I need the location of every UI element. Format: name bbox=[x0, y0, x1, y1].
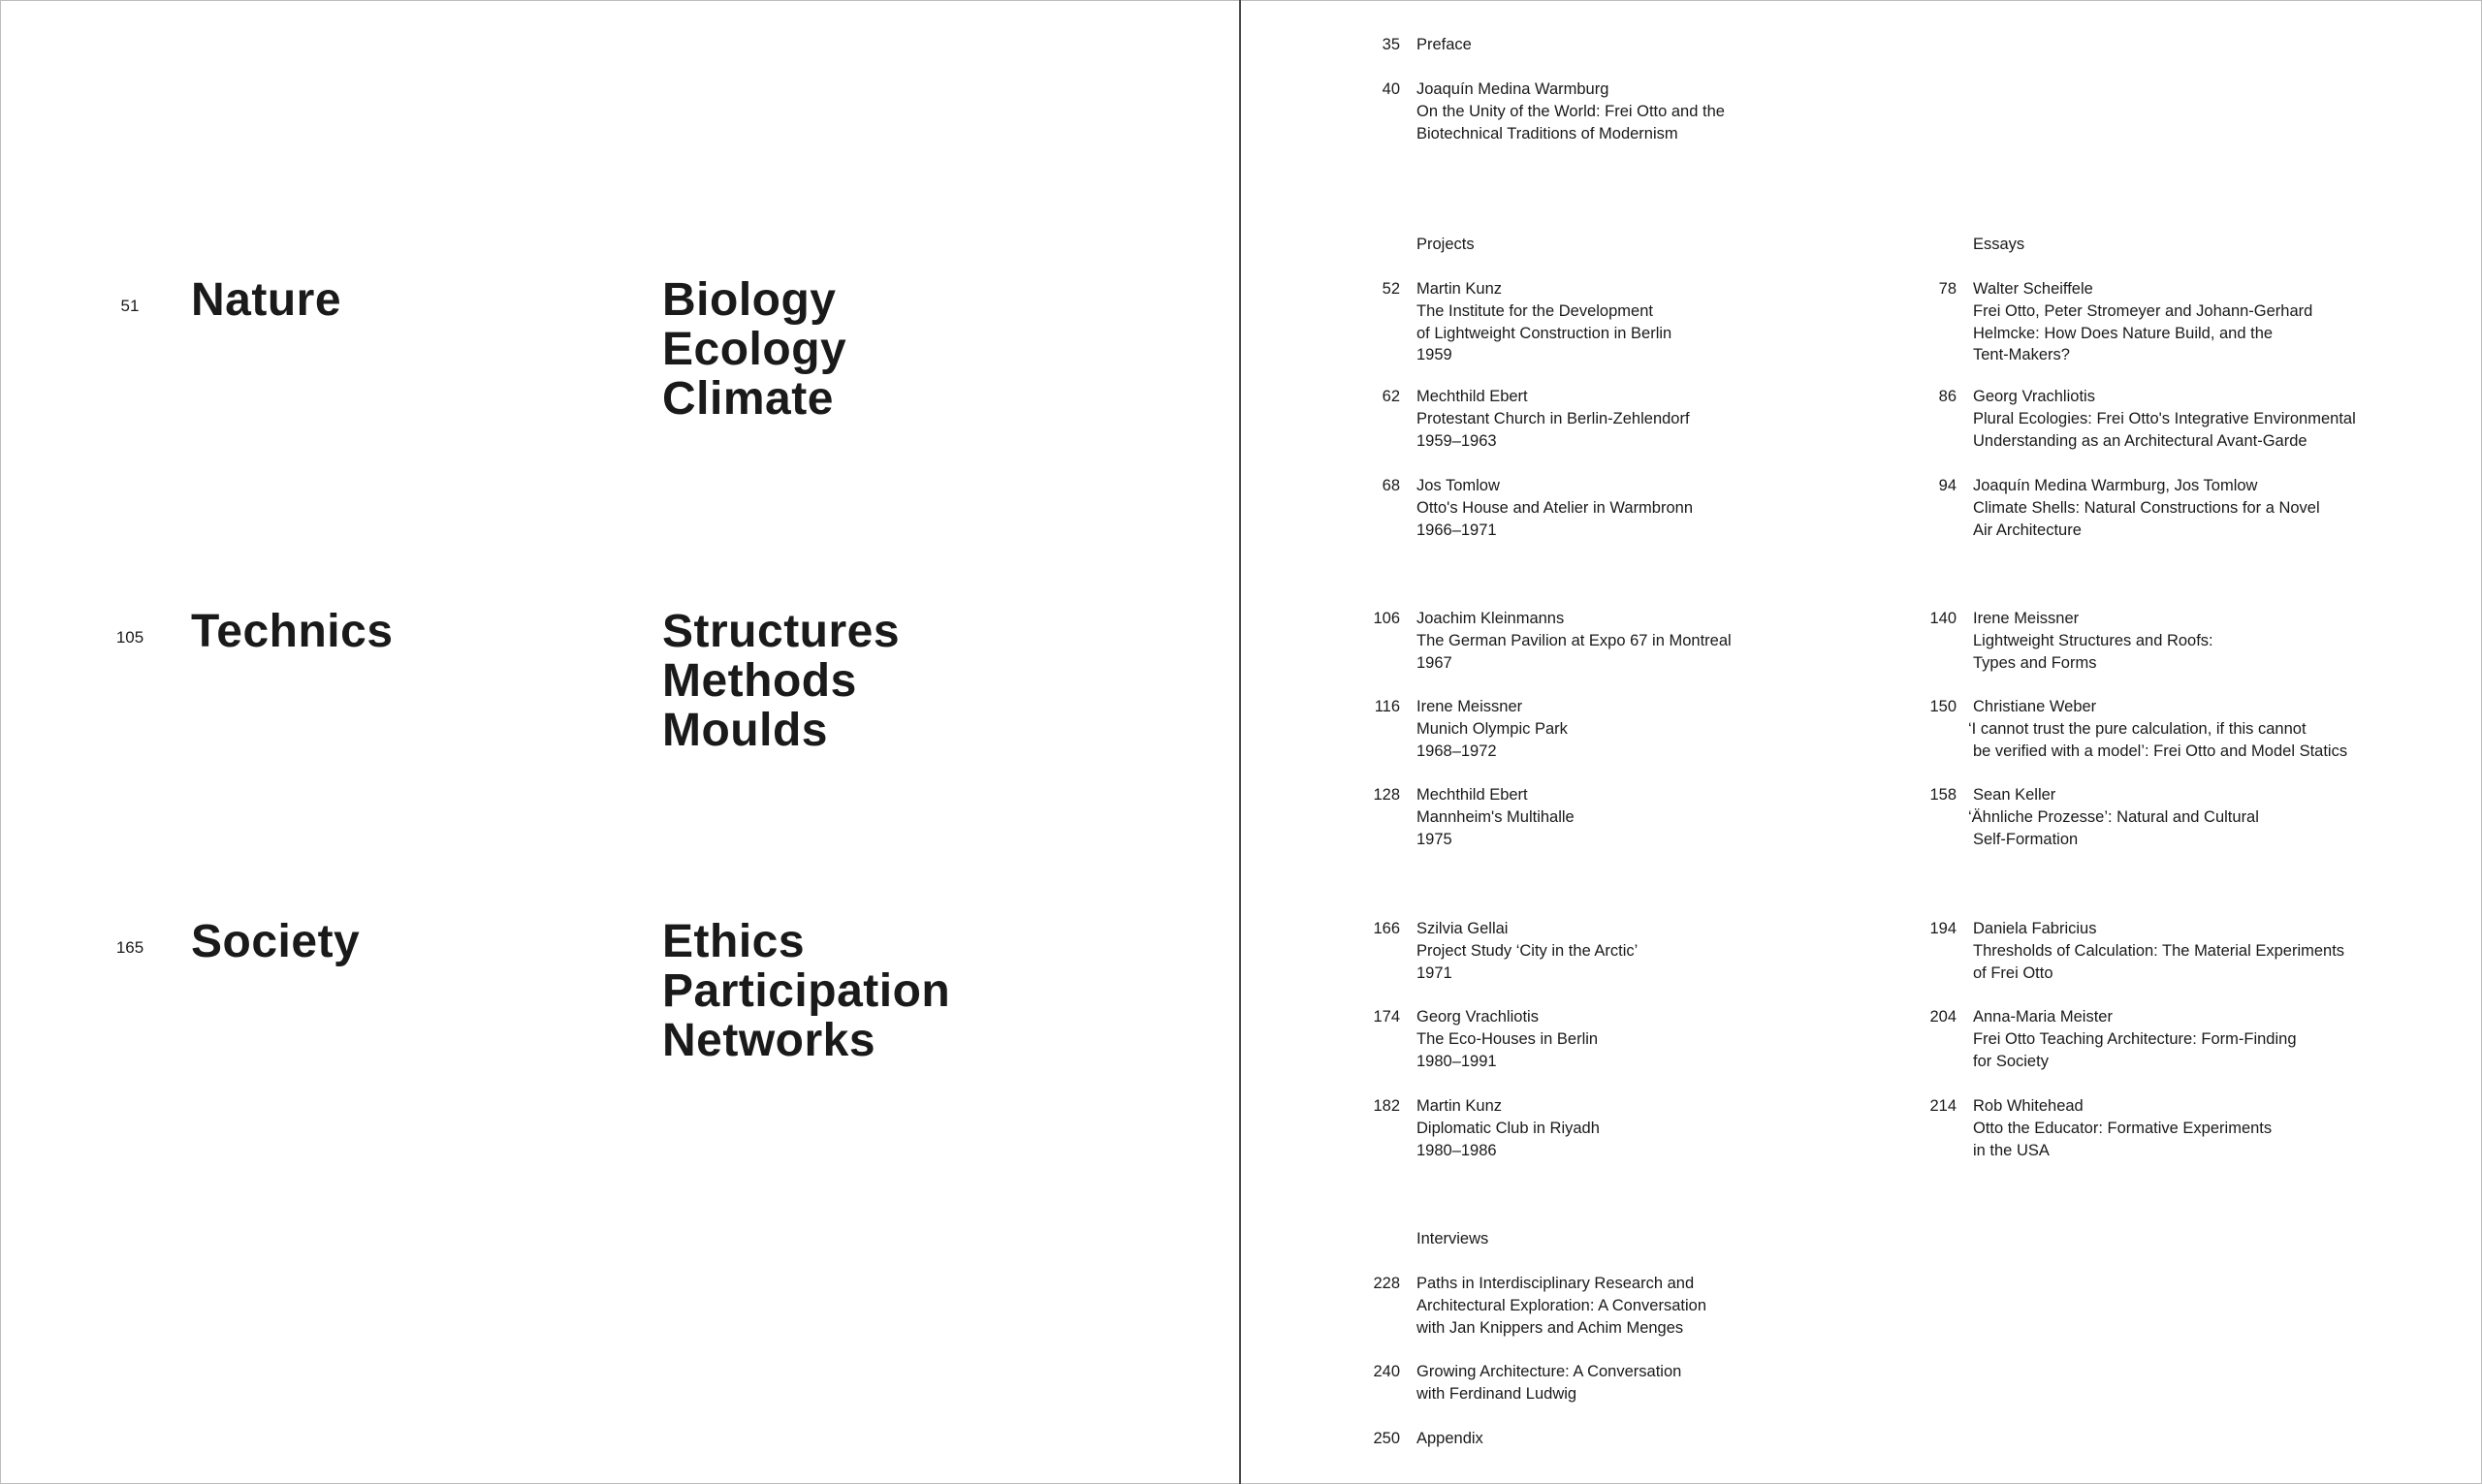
toc-line: The German Pavilion at Expo 67 in Montreal bbox=[1416, 631, 1732, 649]
topic: Networks bbox=[662, 1015, 876, 1066]
toc-line: 1967 bbox=[1416, 653, 1452, 672]
toc-line: 1980–1986 bbox=[1416, 1141, 1497, 1159]
toc-entry-text bbox=[1416, 34, 1472, 56]
toc-page-number: 182 bbox=[1373, 1097, 1400, 1115]
topic: Methods bbox=[662, 655, 857, 707]
toc-line: Otto's House and Atelier in Warmbronn bbox=[1416, 498, 1694, 517]
toc-entry-text bbox=[1973, 1006, 2297, 1072]
toc-line: Paths in Interdisciplinary Research and bbox=[1416, 1275, 1695, 1292]
toc-entry-text bbox=[1973, 278, 2312, 366]
toc-line: Air Architecture bbox=[1973, 521, 2082, 539]
toc-line: The Institute for the Development bbox=[1416, 301, 1653, 320]
heading-projects: Projects bbox=[1416, 236, 1475, 253]
toc-author: Georg Vrachliotis bbox=[1416, 1008, 1539, 1026]
toc-entry-text bbox=[1968, 784, 2259, 850]
toc-entry-text bbox=[1416, 1006, 1598, 1072]
toc-entry-text bbox=[1416, 475, 1693, 541]
toc-page-number: 194 bbox=[1929, 920, 1957, 937]
toc-author: Anna-Maria Meister bbox=[1973, 1008, 2113, 1026]
toc-line: Understanding as an Architectural Avant-Garde bbox=[1973, 431, 2307, 450]
toc-line: Climate Shells: Natural Constructions for a Novel bbox=[1973, 498, 2320, 517]
toc-page-number: 150 bbox=[1929, 698, 1957, 715]
toc-line: Protestant Church in Berlin-Zehlendorf bbox=[1416, 409, 1690, 427]
toc-line: 1971 bbox=[1416, 963, 1452, 982]
toc-entry-text bbox=[1973, 1095, 2272, 1161]
toc-page-number: 35 bbox=[1382, 36, 1400, 53]
toc-line: ‘Ähnliche Prozesse’: Natural and Cultural bbox=[1968, 807, 2259, 826]
toc-line: Biotechnical Traditions of Modernism bbox=[1416, 124, 1678, 142]
toc-line: Tent-Makers? bbox=[1973, 346, 2070, 364]
section-page-number: 165 bbox=[115, 938, 144, 957]
toc-entry-text bbox=[1416, 696, 1568, 762]
toc-entry-text bbox=[1973, 918, 2344, 984]
toc-line: for Society bbox=[1973, 1052, 2049, 1070]
toc-author: Walter Scheiffele bbox=[1973, 280, 2093, 298]
topic: Ethics bbox=[662, 916, 806, 967]
section-title: Society bbox=[191, 916, 361, 967]
toc-page-number: 166 bbox=[1373, 920, 1400, 937]
toc-line: Diplomatic Club in Riyadh bbox=[1416, 1119, 1600, 1137]
toc-line: The Eco-Houses in Berlin bbox=[1416, 1029, 1599, 1048]
toc-line: Mannheim's Multihalle bbox=[1416, 807, 1575, 826]
toc-line: 1975 bbox=[1416, 830, 1452, 848]
toc-line: 1959 bbox=[1416, 346, 1452, 364]
toc-entry-text bbox=[1968, 696, 2347, 762]
section-title: Technics bbox=[191, 606, 394, 657]
toc-page-number: 40 bbox=[1382, 80, 1400, 98]
toc-page-number: 86 bbox=[1938, 388, 1957, 405]
toc-page-number: 62 bbox=[1382, 388, 1400, 405]
toc-line: Otto the Educator: Formative Experiments bbox=[1973, 1119, 2273, 1137]
toc-page-number: 240 bbox=[1373, 1363, 1400, 1380]
toc-page-number: 94 bbox=[1938, 477, 1957, 494]
toc-entry-text bbox=[1973, 475, 2320, 541]
toc-page-number: 52 bbox=[1382, 280, 1400, 298]
toc-page-number: 106 bbox=[1373, 610, 1400, 627]
toc-line: ‘I cannot trust the pure calculation, if this cannot bbox=[1968, 719, 2307, 738]
toc-entry-text bbox=[1416, 918, 1638, 984]
toc-entry-text bbox=[1416, 386, 1690, 452]
toc-line: Helmcke: How Does Nature Build, and the bbox=[1973, 324, 2274, 342]
toc-entry-text bbox=[1416, 79, 1725, 144]
toc-author: Georg Vrachliotis bbox=[1973, 388, 2095, 405]
toc-line: Munich Olympic Park bbox=[1416, 719, 1568, 738]
toc-author: Irene Meissner bbox=[1973, 610, 2080, 627]
toc-line: with Jan Knippers and Achim Menges bbox=[1416, 1318, 1684, 1337]
toc-page-number: 140 bbox=[1929, 610, 1957, 627]
section-page-number: 105 bbox=[115, 628, 144, 647]
topic: Structures bbox=[662, 606, 901, 657]
toc-page-number: 158 bbox=[1929, 786, 1957, 804]
toc-line: 1966–1971 bbox=[1416, 521, 1497, 539]
toc-line: Project Study ‘City in the Arctic’ bbox=[1416, 941, 1639, 960]
toc-line: Self-Formation bbox=[1973, 830, 2079, 848]
toc-entry-text bbox=[1973, 608, 2213, 674]
toc-page-number: 204 bbox=[1929, 1008, 1957, 1026]
toc-author: Christiane Weber bbox=[1973, 698, 2097, 715]
toc-entry-text bbox=[1416, 1095, 1600, 1161]
toc-line: Frei Otto Teaching Architecture: Form-Finding bbox=[1973, 1029, 2297, 1048]
toc-entry-text bbox=[1973, 386, 2356, 452]
toc-page-number: 250 bbox=[1373, 1430, 1400, 1447]
toc-entry-text bbox=[1416, 1428, 1483, 1450]
toc-author: Jos Tomlow bbox=[1416, 477, 1500, 494]
toc-author: Szilvia Gellai bbox=[1416, 920, 1509, 937]
topic: Biology bbox=[662, 274, 837, 326]
toc-entry-text bbox=[1416, 784, 1575, 850]
topic: Participation bbox=[662, 965, 951, 1017]
section-title: Nature bbox=[191, 274, 342, 326]
toc-line: Thresholds of Calculation: The Material Experiments bbox=[1973, 941, 2345, 960]
toc-author: Rob Whitehead bbox=[1973, 1097, 2084, 1115]
toc-author: Martin Kunz bbox=[1416, 1097, 1503, 1115]
toc-line: be verified with a model’: Frei Otto and Model Statics bbox=[1973, 742, 2348, 760]
toc-page-number: 68 bbox=[1382, 477, 1400, 494]
toc-line: Plural Ecologies: Frei Otto's Integrative Environmental bbox=[1973, 409, 2356, 427]
toc-line: Growing Architecture: A Conversation bbox=[1416, 1363, 1682, 1380]
toc-line: Lightweight Structures and Roofs: bbox=[1973, 631, 2213, 649]
toc-author: Mechthild Ebert bbox=[1416, 786, 1528, 804]
toc-author: Joaquín Medina Warmburg bbox=[1416, 80, 1609, 98]
toc-entry-text bbox=[1416, 1273, 1706, 1339]
toc-author: Martin Kunz bbox=[1416, 280, 1503, 298]
toc-author: Joaquín Medina Warmburg, Jos Tomlow bbox=[1973, 477, 2258, 494]
toc-page-number: 128 bbox=[1373, 786, 1400, 804]
toc-line: of Frei Otto bbox=[1973, 963, 2053, 982]
toc-line: in the USA bbox=[1973, 1141, 2050, 1159]
toc-line: 1980–1991 bbox=[1416, 1052, 1497, 1070]
toc-page-number: 116 bbox=[1374, 698, 1400, 715]
toc-entry-text bbox=[1416, 608, 1732, 674]
toc-page-number: 174 bbox=[1373, 1008, 1400, 1026]
section-topics bbox=[662, 917, 950, 1065]
topic: Moulds bbox=[662, 705, 828, 756]
section-topics bbox=[662, 275, 846, 424]
toc-line: Architectural Exploration: A Conversation bbox=[1416, 1296, 1706, 1314]
toc-line: Types and Forms bbox=[1973, 653, 2097, 672]
topic: Climate bbox=[662, 373, 834, 425]
toc-author: Daniela Fabricius bbox=[1973, 920, 2097, 937]
topic: Ecology bbox=[662, 324, 847, 375]
toc-author: Joachim Kleinmanns bbox=[1416, 610, 1565, 627]
section-page-number: 51 bbox=[120, 297, 140, 315]
toc-author: Mechthild Ebert bbox=[1416, 388, 1528, 405]
toc-page-number: 78 bbox=[1938, 280, 1957, 298]
book-spine bbox=[1239, 0, 1241, 1484]
toc-page-number: 228 bbox=[1373, 1275, 1400, 1292]
toc-page-number: 214 bbox=[1929, 1097, 1957, 1115]
toc-line: 1959–1963 bbox=[1416, 431, 1497, 450]
toc-line: Appendix bbox=[1416, 1430, 1483, 1447]
toc-line: Preface bbox=[1416, 36, 1472, 53]
heading-interviews: Interviews bbox=[1416, 1230, 1489, 1247]
toc-line: Frei Otto, Peter Stromeyer and Johann-Gerhard bbox=[1973, 301, 2313, 320]
toc-line: 1968–1972 bbox=[1416, 742, 1497, 760]
toc-entry-text bbox=[1416, 1361, 1681, 1405]
toc-line: of Lightweight Construction in Berlin bbox=[1416, 324, 1672, 342]
toc-entry-text bbox=[1416, 278, 1671, 366]
toc-line: On the Unity of the World: Frei Otto and the bbox=[1416, 102, 1725, 120]
toc-author: Irene Meissner bbox=[1416, 698, 1523, 715]
heading-essays: Essays bbox=[1973, 236, 2025, 253]
section-topics bbox=[662, 607, 900, 755]
toc-author: Sean Keller bbox=[1973, 786, 2056, 804]
toc-line: with Ferdinand Ludwig bbox=[1416, 1384, 1577, 1403]
